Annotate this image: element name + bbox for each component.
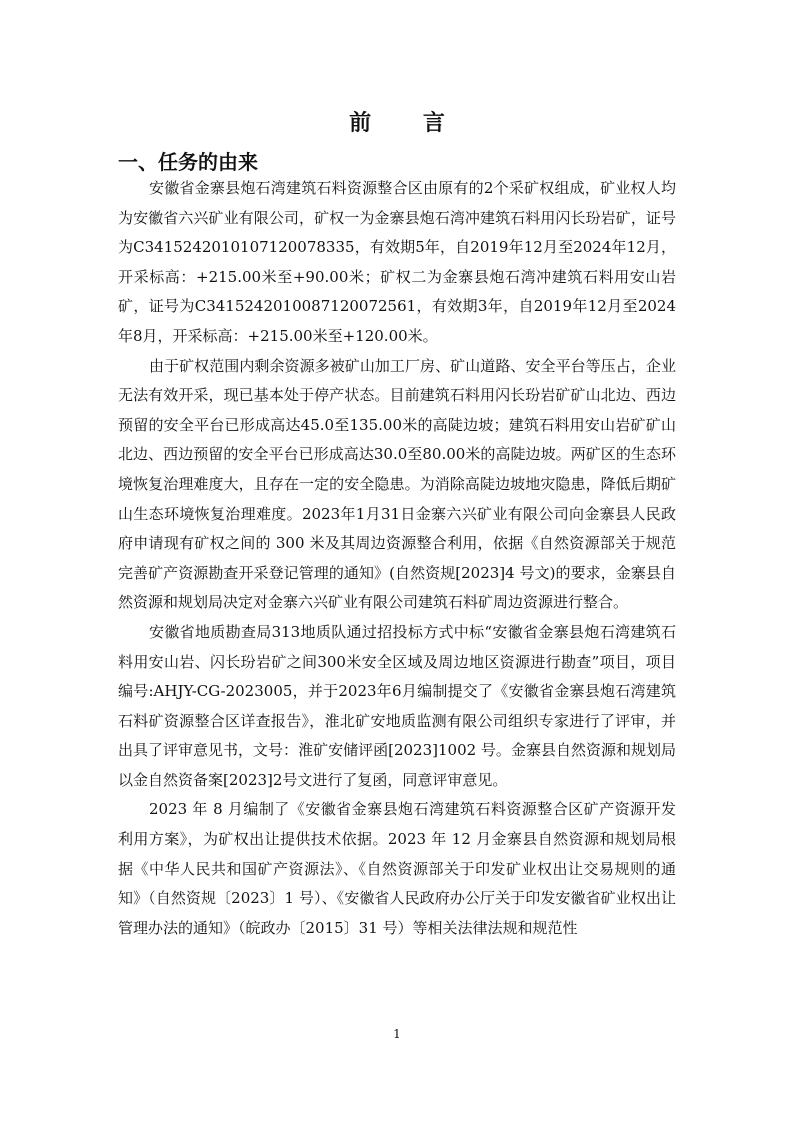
- paragraph-4: 2023 年 8 月编制了《安徽省金寨县炮石湾建筑石料资源整合区矿产资源开发利用方案》，为矿权出让提供技术依据。2023 年 12 月金寨县自然资源和规划局根据《中华人民共和国矿产资源法》、《自然资源部关于印发矿业权出让交易规则的通知》（自然资规〔2023〕1 号）、《安徽省人民政府办公厅关于印发安徽省矿业权出让管理办法的通知》（皖政办〔2015〕31 号）等相关法律法规和规范性: [118, 800, 676, 937]
- paragraph-3: 安徽省地质勘查局313地质队通过招投标方式中标“安徽省金寨县炮石湾建筑石料用安山岩、闪长玢岩矿之间300米安全区域及周边地区资源进行勘查”项目，项目编号:AHJY-CG-2023005，并于2023年6月编制提交了《安徽省金寨县炮石湾建筑石料矿资源整合区详查报告》，淮北矿安地质监测有限公司组织专家进行了评审，并出具了评审意见书，文号：淮矿安储评函[2023]1002 号。金寨县自然资源和规划局以金自然资备案[2023]2号文进行了复函，同意评审意见。: [118, 622, 676, 789]
- paragraph-1: 安徽省金寨县炮石湾建筑石料资源整合区由原有的2个采矿权组成，矿业权人均为安徽省六兴矿业有限公司，矿权一为金寨县炮石湾冲建筑石料用闪长玢岩矿，证号为C3415242010107120078335，有效期5年，自2019年12月至2024年12月，开采标高：+215.00米至+90.00米；矿权二为金寨县炮石湾冲建筑石料用安山岩矿，证号为C3415242010087120072561，有效期3年，自2019年12月至2024年8月，开采标高：+215.00米至+120.00米。: [118, 179, 676, 345]
- section-heading: 一、任务的由来: [118, 150, 258, 174]
- page-number: 1: [393, 1027, 401, 1041]
- body-text: [118, 174, 676, 943]
- paragraph-2: 由于矿权范围内剩余资源多被矿山加工厂房、矿山道路、安全平台等压占，企业无法有效开采，现已基本处于停产状态。目前建筑石料用闪长玢岩矿矿山北边、西边预留的安全平台已形成高达45.0至135.00米的高陡边坡；建筑石料用安山岩矿矿山北边、西边预留的安全平台已形成高达30.0至80.00米的高陡边坡。两矿区的生态环境恢复治理难度大，且存在一定的安全隐患。为消除高陡边坡地灾隐患，降低后期矿山生态环境恢复治理难度。2023年1月31日金寨六兴矿业有限公司向金寨县人民政府申请现有矿权之间的 300 米及其周边资源整合利用，依据《自然资源部关于规范完善矿产资源勘查开采登记管理的通知》(自然资规[2023]4 号文)的要求，金寨县自然资源和规划局决定对金寨六兴矿业有限公司建筑石料矿周边资源进行整合。: [118, 356, 676, 612]
- page-title: 前 言: [349, 111, 467, 136]
